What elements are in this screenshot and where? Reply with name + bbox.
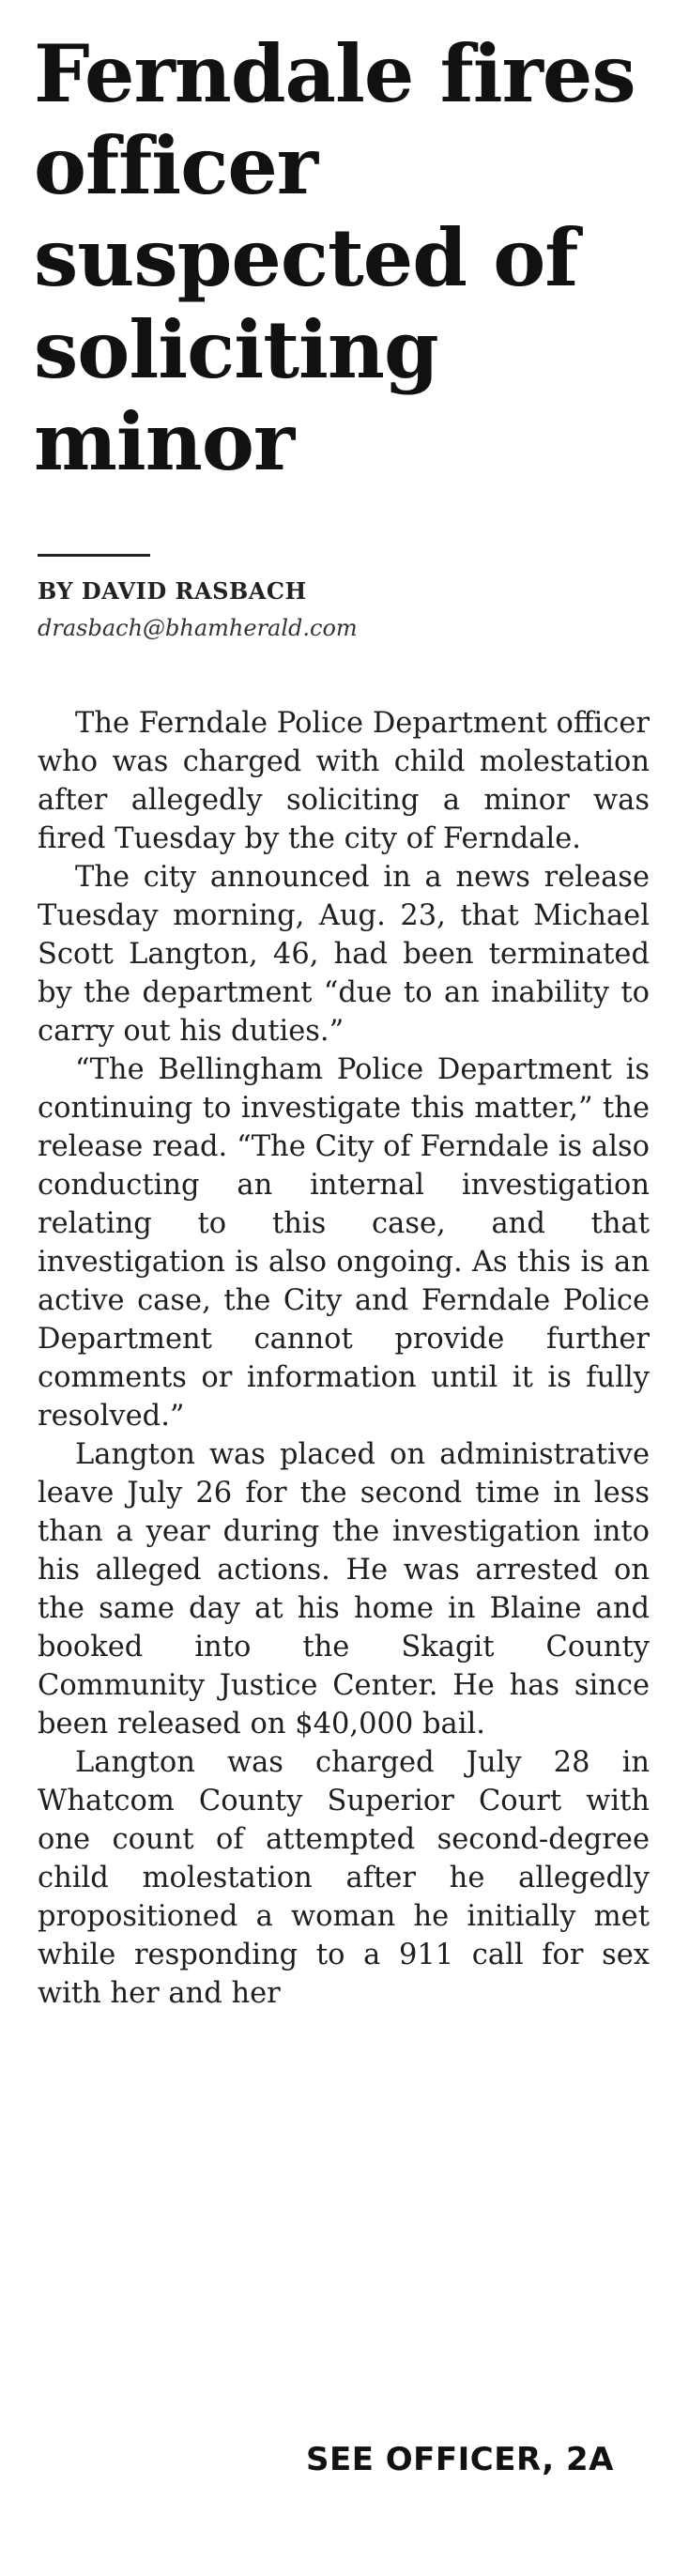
paragraph: Langton was charged July 28 in Whatcom County Superior Court with one count of attempted second-degree child molestation after he allegedly propositioned a woman he initially met while responding to a 911 call for sex with her and her	[38, 1746, 650, 2010]
paragraph: The Ferndale Police Department officer who was charged with child molestation after allegedly soliciting a minor was fired Tuesday by the city of Ferndale.	[38, 707, 650, 855]
byline-divider	[38, 554, 150, 557]
paragraph: Langton was placed on administrative leave July 26 for the second time in less than a year during the investigation into his alleged actions. He was arrested on the same day at his home in Blaine and booked into the Skagit County Community Justice Center. He has since been released on $40,000 bail.	[38, 1438, 650, 1740]
continued-jump-line: SEE OFFICER, 2A	[306, 2441, 614, 2478]
byline: BY DAVID RASBACH	[38, 577, 307, 605]
headline: Ferndale fires officer suspected of soliciting minor	[34, 27, 635, 488]
author-email: drasbach@bhamherald.com	[38, 615, 358, 641]
paragraph: The city announced in a news release Tuesday morning, Aug. 23, that Michael Scott Langton, 46, had been terminated by the department “due to an inability to carry out his duties.”	[38, 861, 650, 1048]
paragraph: “The Bellingham Police Department is continuing to investigate this matter,” the release read. “The City of Ferndale is also conducting an internal investigation relating to this case, and that investigation is also ongoing. As this is an active case, the City and Ferndale Police Department cannot provide further comments or information until it is fully resolved.”	[38, 1053, 650, 1433]
article-body	[38, 704, 650, 2013]
